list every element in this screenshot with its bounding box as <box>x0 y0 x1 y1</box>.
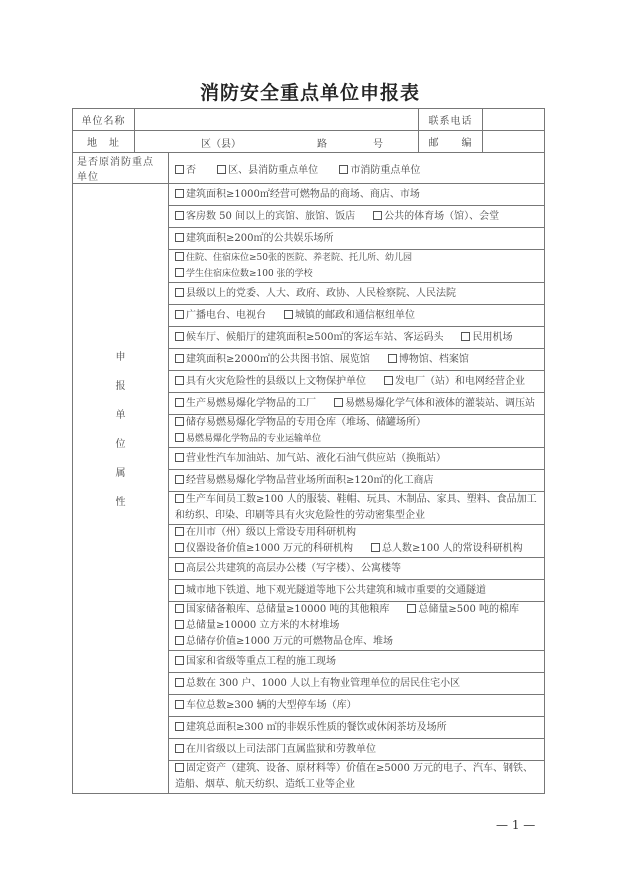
attribute-option-text: 民用机场 <box>472 331 513 343</box>
address-field[interactable] <box>135 131 419 153</box>
checkbox[interactable] <box>371 543 380 552</box>
checkbox[interactable] <box>175 332 184 341</box>
attribute-option[interactable] <box>175 634 393 650</box>
attribute-option[interactable] <box>175 525 356 541</box>
attribute-option-text: 储存易燃易爆化学物品的专用仓库（堆场、储罐场所） <box>186 417 426 428</box>
attribute-option[interactable] <box>373 209 499 225</box>
attribute-option[interactable] <box>371 541 523 557</box>
attribute-option[interactable] <box>175 231 333 247</box>
checkbox[interactable] <box>175 585 184 594</box>
attribute-line <box>175 561 538 577</box>
attribute-options-cell <box>169 448 545 470</box>
attribute-section-label <box>73 184 169 794</box>
contact-phone-label: 联系电话 <box>419 109 483 131</box>
attribute-option-text: 建筑总面积≥300 ㎡的非娱乐性质的餐饮或休闲茶坊及场所 <box>186 721 447 733</box>
attribute-option-text: 高层公共建筑的高层办公楼（写字楼）、公寓楼等 <box>186 562 401 574</box>
attribute-option-text: 在川市（州）级以上常设专用科研机构 <box>186 527 356 538</box>
checkbox[interactable] <box>175 678 184 687</box>
checkbox[interactable] <box>175 376 184 385</box>
address-row <box>73 131 545 153</box>
checkbox[interactable] <box>384 376 393 385</box>
checkbox[interactable] <box>175 636 184 645</box>
attribute-option[interactable] <box>175 330 443 346</box>
attribute-option-text: 博物馆、档案馆 <box>398 353 469 365</box>
checkbox[interactable] <box>175 763 184 772</box>
attribute-options-cell <box>169 673 545 695</box>
attribute-label-char: 位 <box>115 439 126 450</box>
checkbox[interactable] <box>373 211 382 220</box>
attribute-option-text: 广播电台、电视台 <box>186 309 266 321</box>
attribute-option[interactable] <box>175 266 313 282</box>
form-title: 消防安全重点单位申报表 <box>199 82 420 104</box>
attribute-option-text: 固定资产（建筑、设备、原材料等）价值在≥5000 万元的电子、汽车、钢铁、造船、烟草、航天纺织、造纸工业等企业 <box>175 763 534 790</box>
checkbox[interactable] <box>175 656 184 665</box>
attribute-option-text: 总储量≥10000 立方米的木材堆场 <box>186 620 340 631</box>
checkbox[interactable] <box>175 744 184 753</box>
checkbox[interactable] <box>175 527 184 536</box>
unit-name-row <box>73 109 545 131</box>
checkbox[interactable] <box>175 189 184 198</box>
checkbox[interactable] <box>284 310 293 319</box>
former-option-city[interactable]: 市消防重点单位 <box>339 161 420 176</box>
attribute-option[interactable] <box>461 330 512 346</box>
attribute-options-cell <box>169 651 545 673</box>
attribute-option-text: 城市地下铁道、地下观光隧道等地下公共建筑和城市重要的交通隧道 <box>186 584 486 596</box>
attribute-option-text: 易燃易爆化学气体和液体的灌装站、调压站 <box>345 397 535 409</box>
attribute-option-text: 营业性汽车加油站、加气站、液化石油气供应站（换瓶站） <box>186 452 446 464</box>
attribute-option[interactable] <box>175 654 336 670</box>
attribute-option[interactable] <box>175 676 460 692</box>
attribute-row <box>73 184 545 206</box>
attribute-options-cell <box>169 580 545 602</box>
attribute-options-cell <box>169 184 545 206</box>
attribute-option[interactable] <box>175 250 412 266</box>
attribute-line <box>175 525 538 541</box>
attribute-option-text: 国家储备粮库、总储量≥10000 吨的其他粮库 <box>186 604 390 615</box>
checkbox[interactable] <box>175 494 184 503</box>
declaration-form-table <box>72 108 545 794</box>
checkbox[interactable] <box>217 165 226 174</box>
attribute-options-cell <box>169 228 545 250</box>
page-number: — 1 — <box>496 818 536 832</box>
attribute-line <box>175 761 538 793</box>
attribute-option[interactable] <box>334 396 535 412</box>
attribute-option-text: 城镇的邮政和通信枢纽单位 <box>295 309 415 321</box>
attribute-option[interactable] <box>175 431 321 447</box>
attribute-option[interactable] <box>175 308 266 324</box>
attribute-line <box>175 618 538 650</box>
attribute-option-text: 仪器设备价值≥1000 万元的科研机构 <box>186 543 354 554</box>
address-label: 地 址 <box>73 131 135 153</box>
attribute-option-text: 总数在 300 户、1000 人以上有物业管理单位的居民住宅小区 <box>186 677 461 689</box>
postcode-label: 邮 编 <box>419 131 483 153</box>
attribute-line <box>175 720 538 736</box>
attribute-line <box>175 602 538 618</box>
checkbox[interactable] <box>175 453 184 462</box>
attribute-option[interactable] <box>175 473 433 489</box>
checkbox[interactable] <box>175 310 184 319</box>
attribute-option-text: 总储存价值≥1000 万元的可燃物品仓库、堆场 <box>186 636 394 647</box>
attribute-label-char: 申 <box>115 352 126 363</box>
checkbox[interactable] <box>407 604 416 613</box>
attribute-line <box>175 286 538 302</box>
attribute-line <box>175 231 538 247</box>
attribute-line <box>175 676 538 692</box>
district-label: 区（县） <box>201 139 241 150</box>
attribute-options-cell <box>169 393 545 415</box>
attribute-option-text: 客房数 50 间以上的宾馆、旅馆、饭店 <box>186 210 356 222</box>
attribute-option-text: 县级以上的党委、人大、政府、政协、人民检察院、人民法院 <box>186 287 456 299</box>
attribute-option[interactable] <box>175 396 316 412</box>
attribute-option[interactable] <box>175 352 370 368</box>
checkbox[interactable] <box>175 252 184 261</box>
unit-name-field[interactable] <box>135 109 419 131</box>
attribute-option-text: 总人数≥100 人的常设科研机构 <box>382 543 523 554</box>
attribute-option-text: 易燃易爆化学物品的专业运输单位 <box>186 434 322 444</box>
attribute-option[interactable] <box>175 561 401 577</box>
attribute-line <box>175 451 538 467</box>
attribute-option[interactable] <box>175 286 456 302</box>
attribute-option-text: 学生住宿床位数≥100 张的学校 <box>186 269 313 279</box>
attribute-option[interactable] <box>175 720 447 736</box>
attribute-options-cell <box>169 349 545 371</box>
attribute-option-text: 建筑面积≥200㎡的公共娱乐场所 <box>186 232 334 244</box>
contact-phone-field[interactable] <box>483 109 545 131</box>
attribute-options-cell <box>169 371 545 393</box>
attribute-options-cell <box>169 415 545 448</box>
attribute-line <box>175 473 538 489</box>
attribute-option[interactable] <box>175 742 376 758</box>
attribute-option-text: 发电厂（站）和电网经营企业 <box>395 375 525 387</box>
attribute-line <box>175 742 538 758</box>
attribute-line <box>175 583 538 599</box>
attribute-option-text: 建筑面积≥2000㎡的公共图书馆、展览馆 <box>186 353 370 365</box>
attribute-option-text: 住院、住宿床位≥50张的医院、养老院、托儿所、幼儿园 <box>186 253 412 263</box>
attribute-option[interactable] <box>175 492 538 524</box>
attribute-options-cell <box>169 695 545 717</box>
attribute-line <box>175 698 538 714</box>
attribute-option-text: 公共的体育场（馆）、会堂 <box>384 210 500 222</box>
attribute-option[interactable] <box>175 698 357 714</box>
attribute-options-cell <box>169 470 545 492</box>
attribute-line <box>175 541 538 557</box>
attribute-option-text: 生产车间员工数≥100 人的服装、鞋帽、玩具、木制品、家具、塑料、食品加工和纺织、印染、印刷等具有火灾危险性的劳动密集型企业 <box>175 494 537 521</box>
attribute-options-cell <box>169 492 545 525</box>
attribute-options-cell <box>169 602 545 651</box>
attribute-label-char: 报 <box>115 381 126 392</box>
attribute-option[interactable] <box>175 761 538 793</box>
attribute-option-text: 总储量≥500 吨的棉库 <box>418 604 520 615</box>
attribute-option[interactable] <box>175 187 420 203</box>
attribute-options-cell <box>169 739 545 761</box>
checkbox[interactable] <box>388 354 397 363</box>
checkbox[interactable] <box>175 604 184 613</box>
attribute-line <box>175 374 538 390</box>
checkbox[interactable] <box>175 211 184 220</box>
attribute-option-text: 在川省级以上司法部门直属监狱和劳教单位 <box>186 743 376 755</box>
attribute-option[interactable] <box>175 618 339 634</box>
checkbox[interactable] <box>461 332 470 341</box>
attribute-options-cell <box>169 761 545 794</box>
attribute-option[interactable] <box>175 583 486 599</box>
checkbox[interactable] <box>175 475 184 484</box>
attribute-line <box>175 187 538 203</box>
attribute-option-text: 具有火灾危险性的县级以上文物保护单位 <box>186 375 366 387</box>
attribute-option[interactable] <box>388 352 469 368</box>
attribute-option[interactable] <box>175 374 366 390</box>
attribute-options-cell <box>169 250 545 283</box>
attribute-line <box>175 492 538 524</box>
postcode-field[interactable] <box>483 131 545 153</box>
checkbox[interactable] <box>339 165 348 174</box>
checkbox[interactable] <box>175 417 184 426</box>
attribute-line <box>175 352 538 368</box>
checkbox[interactable] <box>175 543 184 552</box>
checkbox[interactable] <box>175 398 184 407</box>
attribute-option-text: 候车厅、候船厅的建筑面积≥500㎡的客运车站、客运码头 <box>186 331 444 343</box>
unit-name-label: 单位名称 <box>73 109 135 131</box>
attribute-option[interactable] <box>175 209 355 225</box>
attribute-options-cell <box>169 525 545 558</box>
attribute-options-cell <box>169 206 545 228</box>
checkbox[interactable] <box>175 722 184 731</box>
former-key-unit-options <box>169 153 545 184</box>
checkbox[interactable] <box>175 563 184 572</box>
former-option-district[interactable]: 区、县消防重点单位 <box>217 161 318 176</box>
attribute-options-cell <box>169 717 545 739</box>
checkbox[interactable] <box>175 354 184 363</box>
attribute-label-char: 单 <box>115 410 126 421</box>
checkbox[interactable] <box>175 165 184 174</box>
attribute-line <box>175 415 538 447</box>
checkbox[interactable] <box>175 700 184 709</box>
attribute-option-text: 经营易燃易爆化学物品营业场所面积≥120㎡的化工商店 <box>186 474 434 486</box>
checkbox[interactable] <box>175 233 184 242</box>
former-option-no[interactable]: 否 <box>175 161 196 176</box>
attribute-option-text: 国家和省级等重点工程的施工现场 <box>186 655 336 667</box>
attribute-option[interactable] <box>284 308 415 324</box>
checkbox[interactable] <box>175 288 184 297</box>
attribute-option[interactable] <box>175 602 389 618</box>
former-key-unit-label: 是否原消防重点单位 <box>73 153 169 184</box>
checkbox[interactable] <box>175 268 184 277</box>
attribute-options-cell <box>169 283 545 305</box>
attribute-options-cell <box>169 558 545 580</box>
attribute-options-cell <box>169 305 545 327</box>
attribute-option-text: 车位总数≥300 辆的大型停车场（库） <box>186 699 357 711</box>
attribute-option[interactable] <box>175 541 353 557</box>
former-key-unit-row <box>73 153 545 184</box>
attribute-option[interactable] <box>175 415 426 431</box>
attribute-rows <box>73 184 545 794</box>
attribute-options-cell <box>169 327 545 349</box>
attribute-line <box>175 330 538 346</box>
checkbox[interactable] <box>175 433 184 442</box>
number-label: 号 <box>373 139 383 150</box>
attribute-line <box>175 209 538 225</box>
attribute-option[interactable] <box>384 374 525 390</box>
attribute-line <box>175 250 538 282</box>
attribute-line <box>175 396 538 412</box>
attribute-line <box>175 308 538 324</box>
attribute-option[interactable] <box>407 602 519 618</box>
attribute-option[interactable] <box>175 451 446 467</box>
checkbox[interactable] <box>175 620 184 629</box>
attribute-label-char: 属 <box>115 468 126 479</box>
attribute-option-text: 建筑面积≥1000㎡经营可燃物品的商场、商店、市场 <box>186 188 420 200</box>
road-label: 路 <box>317 139 327 150</box>
attribute-label-char: 性 <box>115 497 126 508</box>
checkbox[interactable] <box>334 398 343 407</box>
attribute-option-text: 生产易燃易爆化学物品的工厂 <box>186 397 316 409</box>
attribute-line <box>175 654 538 670</box>
